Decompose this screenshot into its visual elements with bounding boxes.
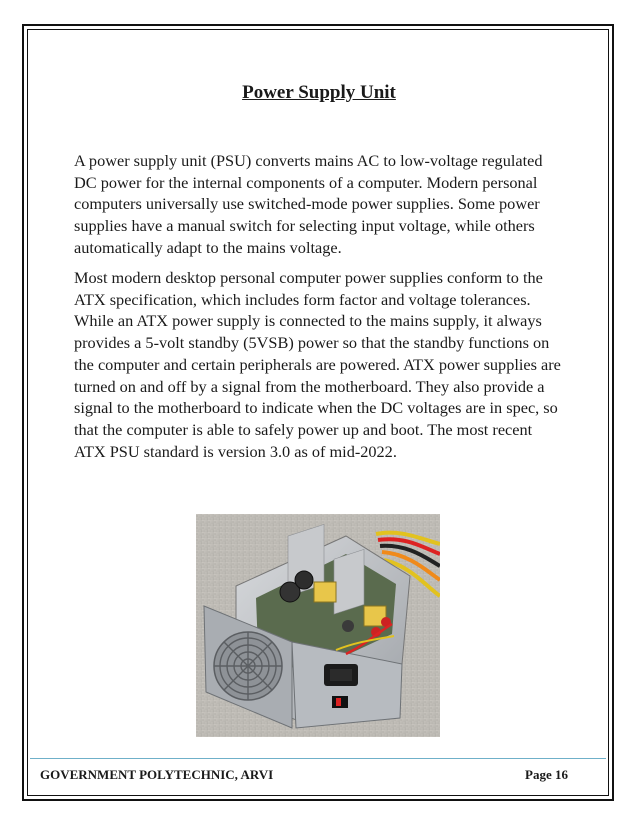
footer-page-number: Page 16 <box>525 767 568 782</box>
footer-institution: GOVERNMENT POLYTECHNIC, ARVI <box>40 767 274 782</box>
paragraph-intro: A power supply unit (PSU) converts mains AC to low-voltage regulated DC power for the internal components of a computer. Modern personal computers universally use switched-mode power supplies. Some power supplies have a manual switch for selecting input voltage, while others automatically adapt to the mains voltage. <box>74 151 543 257</box>
psu-photo <box>196 514 440 737</box>
page-title: Power Supply Unit <box>242 82 396 103</box>
footer-rule <box>30 758 606 759</box>
paragraph-atx: Most modern desktop personal computer power supplies conform to the ATX specification, which includes form factor and voltage tolerances. While an ATX power supply is connected to the mains supply, it always provides a 5-volt standby (5VSB) power so that the standby functions on the computer and certain peripherals are powered. ATX power supplies are turned on and off by a signal from the motherboard. They also provide a signal to the motherboard to indicate when the DC voltages are in spec, so that the computer is able to safely power up and boot. The most recent ATX PSU standard is version 3.0 as of mid-2022. <box>74 268 561 461</box>
